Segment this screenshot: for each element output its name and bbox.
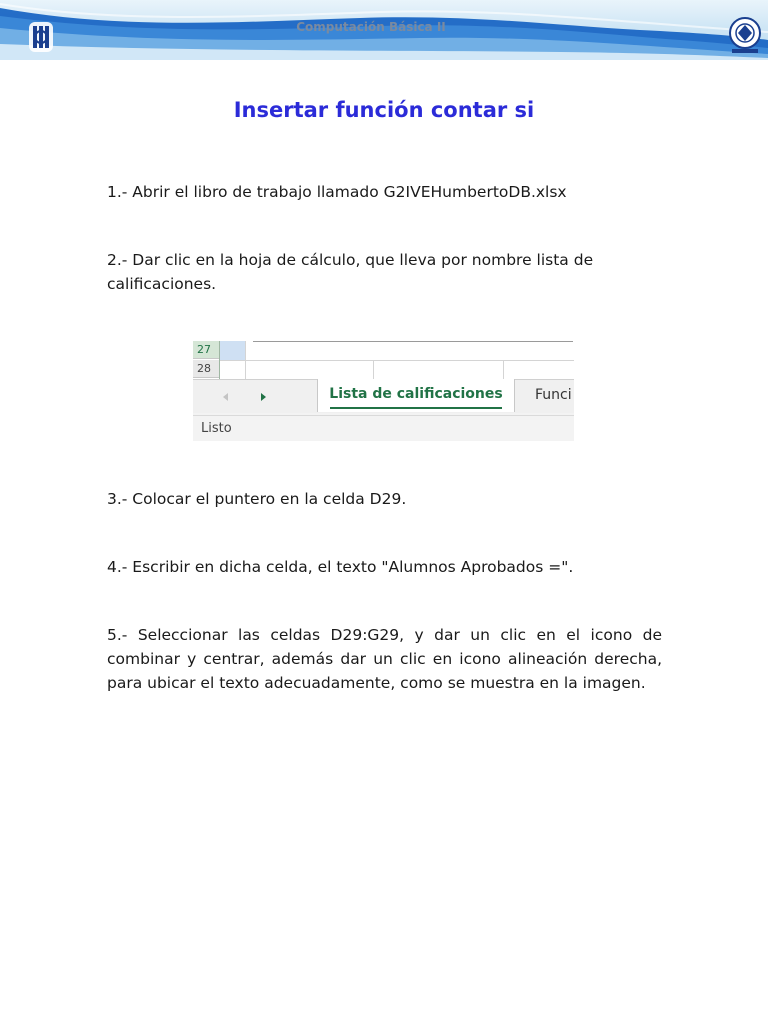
step-1-text: 1.- Abrir el libro de trabajo llamado G2IVEHumbertoDB.xlsx (107, 183, 567, 201)
school-seal-icon (726, 14, 764, 56)
step-3-text: 3.- Colocar el puntero en la celda D29. (107, 490, 407, 508)
grid-line (245, 341, 246, 379)
selected-cell (220, 341, 245, 360)
grid-line (373, 360, 374, 379)
grid-top-edge (253, 341, 573, 342)
step-5-text: 5.- Seleccionar las celdas D29:G29, y dar un clic en el icono de combinar y centrar, además dar un clic en icono alineación derecha, para ubicar el texto adecuadamente, como se muestra en la imagen. (107, 626, 662, 692)
status-text: Listo (201, 421, 232, 436)
step-4-text: 4.- Escribir en dicha celda, el texto "Alumnos Aprobados =". (107, 558, 574, 576)
sheet-tab-label: Lista de calificaciones (329, 386, 503, 402)
grid-line (503, 360, 504, 379)
tab-scroll-left-icon[interactable] (223, 393, 228, 401)
sheet-tab-next[interactable]: Funci (535, 387, 572, 403)
step-2-text: 2.- Dar clic en la hoja de cálculo, que lleva por nombre lista de calificaciones. (107, 251, 594, 293)
grid-line (220, 360, 574, 361)
row-header-27: 27 (193, 341, 219, 359)
excel-grid (193, 341, 574, 379)
status-bar (193, 415, 574, 441)
row-header-28: 28 (193, 360, 219, 378)
active-tab-underline (330, 407, 502, 409)
document-title: Insertar función contar si (233, 98, 535, 122)
tab-scroll-right-icon[interactable] (261, 393, 266, 401)
header-banner (0, 0, 768, 60)
excel-sheet-tabs-screenshot (193, 341, 574, 441)
banner-title: Computación Básica II (296, 20, 446, 34)
ipn-logo-icon (27, 20, 55, 54)
sheet-tab-bar (193, 379, 574, 413)
sheet-tab-lista-de-calificaciones[interactable] (317, 379, 515, 412)
